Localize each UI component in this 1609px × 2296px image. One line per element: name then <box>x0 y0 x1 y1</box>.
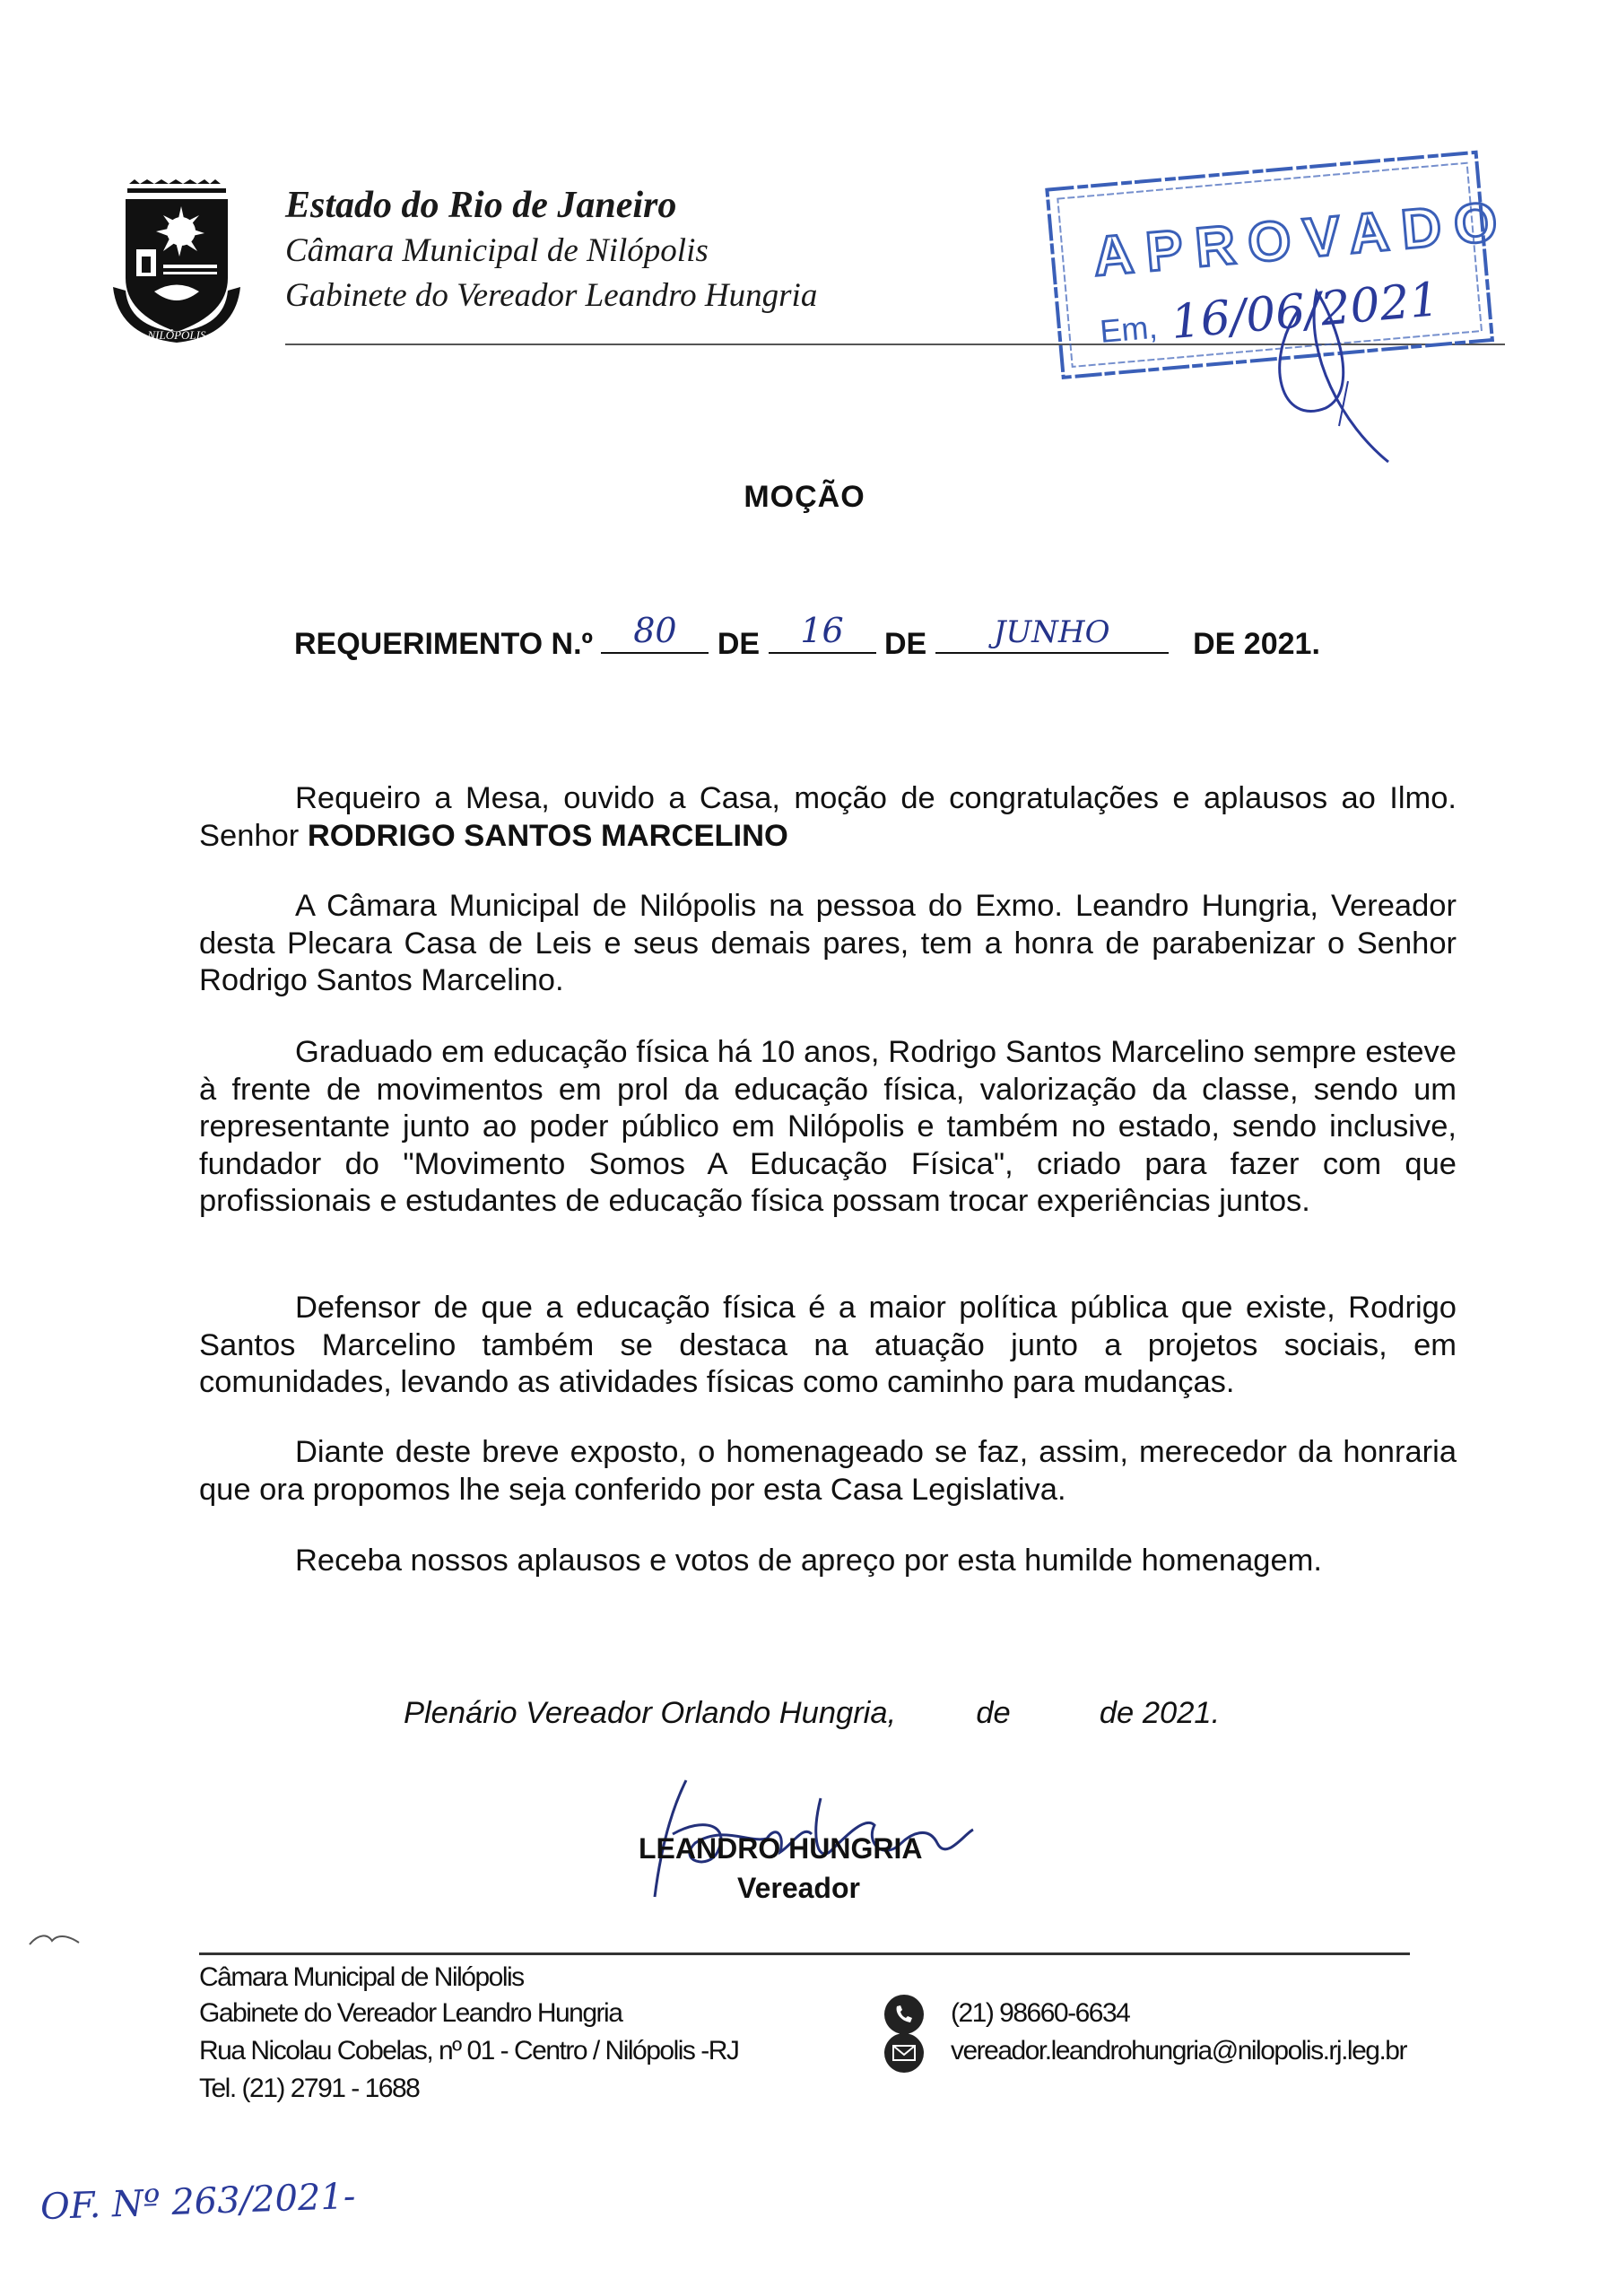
closing-year: de 2021. <box>1099 1696 1221 1730</box>
header-chamber: Câmara Municipal de Nilópolis <box>285 232 709 269</box>
stamp-date: 16/06/2021 <box>1169 273 1442 351</box>
margin-scribble <box>25 1926 88 1953</box>
requirement-month: JUNHO <box>993 614 1110 650</box>
paragraph-4: Defensor de que a educação física é a maior política pública que existe, Rodrigo Santos Marcelino também se destaca na atuação junto a projetos sociais, em comunidades, levando as atividades físicas como caminho para mudanças. <box>199 1291 1457 1399</box>
document-title: MOÇÃO <box>744 480 865 514</box>
requirement-month-field <box>935 614 1169 654</box>
requirement-year: DE 2021. <box>1193 627 1320 661</box>
municipal-crest-logo <box>109 179 244 345</box>
footer-address: Rua Nicolau Cobelas, nº 01 - Centro / Nilópolis -RJ <box>199 2036 739 2066</box>
header-state: Estado do Rio de Janeiro <box>285 185 677 226</box>
requirement-number-field <box>601 611 709 654</box>
requirement-line <box>294 611 1320 662</box>
closing-place: Plenário Vereador Orlando Hungria, <box>404 1696 897 1730</box>
paragraph-6: Receba nossos aplausos e votos de apreço por esta humilde homenagem. <box>295 1544 1322 1578</box>
requirement-de-2: DE <box>883 627 927 661</box>
crest-text: NILÓPOLIS <box>147 328 206 342</box>
footer-email: vereador.leandrohungria@nilopolis.rj.leg.br <box>951 2036 1406 2066</box>
closing-de: de <box>976 1696 1011 1730</box>
footer-chamber: Câmara Municipal de Nilópolis <box>199 1962 524 1992</box>
paragraph-3: Graduado em educação física há 10 anos, Rodrigo Santos Marcelino sempre esteve à frente de movimentos em prol da educação física, valorização da classe, sendo um representante junto ao poder público em Nilópolis e também no estado, sendo inclusive, fundador do "Movimento Somos A Educação Física", criado para fazer com que profissionais e estudantes de educação física possam trocar experiências juntos. <box>199 1035 1457 1218</box>
closing-line <box>404 1696 1220 1731</box>
handwritten-office-number: OF. Nº 263/2021- <box>39 2175 357 2229</box>
stamp-approved-text: APROVADO <box>1091 189 1513 289</box>
stamp-date-prefix: Em, <box>1098 308 1159 351</box>
paragraph-1 <box>199 780 1457 855</box>
paragraph-5: Diante deste breve exposto, o homenageado se faz, assim, merecedor da honraria que ora propomos lhe seja conferido por esta Casa Legislativa. <box>199 1435 1457 1507</box>
whatsapp-icon <box>883 1994 925 2035</box>
signatory-role: Vereador <box>737 1872 860 1904</box>
paragraph-1-text: Requeiro a Mesa, ouvido a Casa, moção de congratulações e aplausos ao Ilmo. Senhor <box>199 781 1457 853</box>
email-icon <box>883 2032 925 2074</box>
header-office: Gabinete do Vereador Leandro Hungria <box>285 277 818 314</box>
footer-whatsapp: (21) 98660-6634 <box>951 1998 1130 2028</box>
requirement-de-1: DE <box>717 627 761 661</box>
footer-phone: Tel. (21) 2791 - 1688 <box>199 2074 420 2103</box>
requirement-number: 80 <box>633 611 677 650</box>
requirement-day: 16 <box>800 611 844 650</box>
requirement-day-field <box>769 611 876 654</box>
signatory-name: LEANDRO HUNGRIA <box>639 1832 923 1865</box>
requirement-prefix: REQUERIMENTO N.º <box>294 627 593 661</box>
footer-office: Gabinete do Vereador Leandro Hungria <box>199 1998 622 2028</box>
paragraph-2: A Câmara Municipal de Nilópolis na pessoa do Exmo. Leandro Hungria, Vereador desta Plecara Casa de Leis e seus demais pares, tem a honra de parabenizar o Senhor Rodrigo Santos Marcelino. <box>199 889 1457 997</box>
honoree-name: RODRIGO SANTOS MARCELINO <box>307 818 788 853</box>
approval-stamp <box>1030 85 1514 498</box>
footer-divider <box>199 1952 1410 1955</box>
